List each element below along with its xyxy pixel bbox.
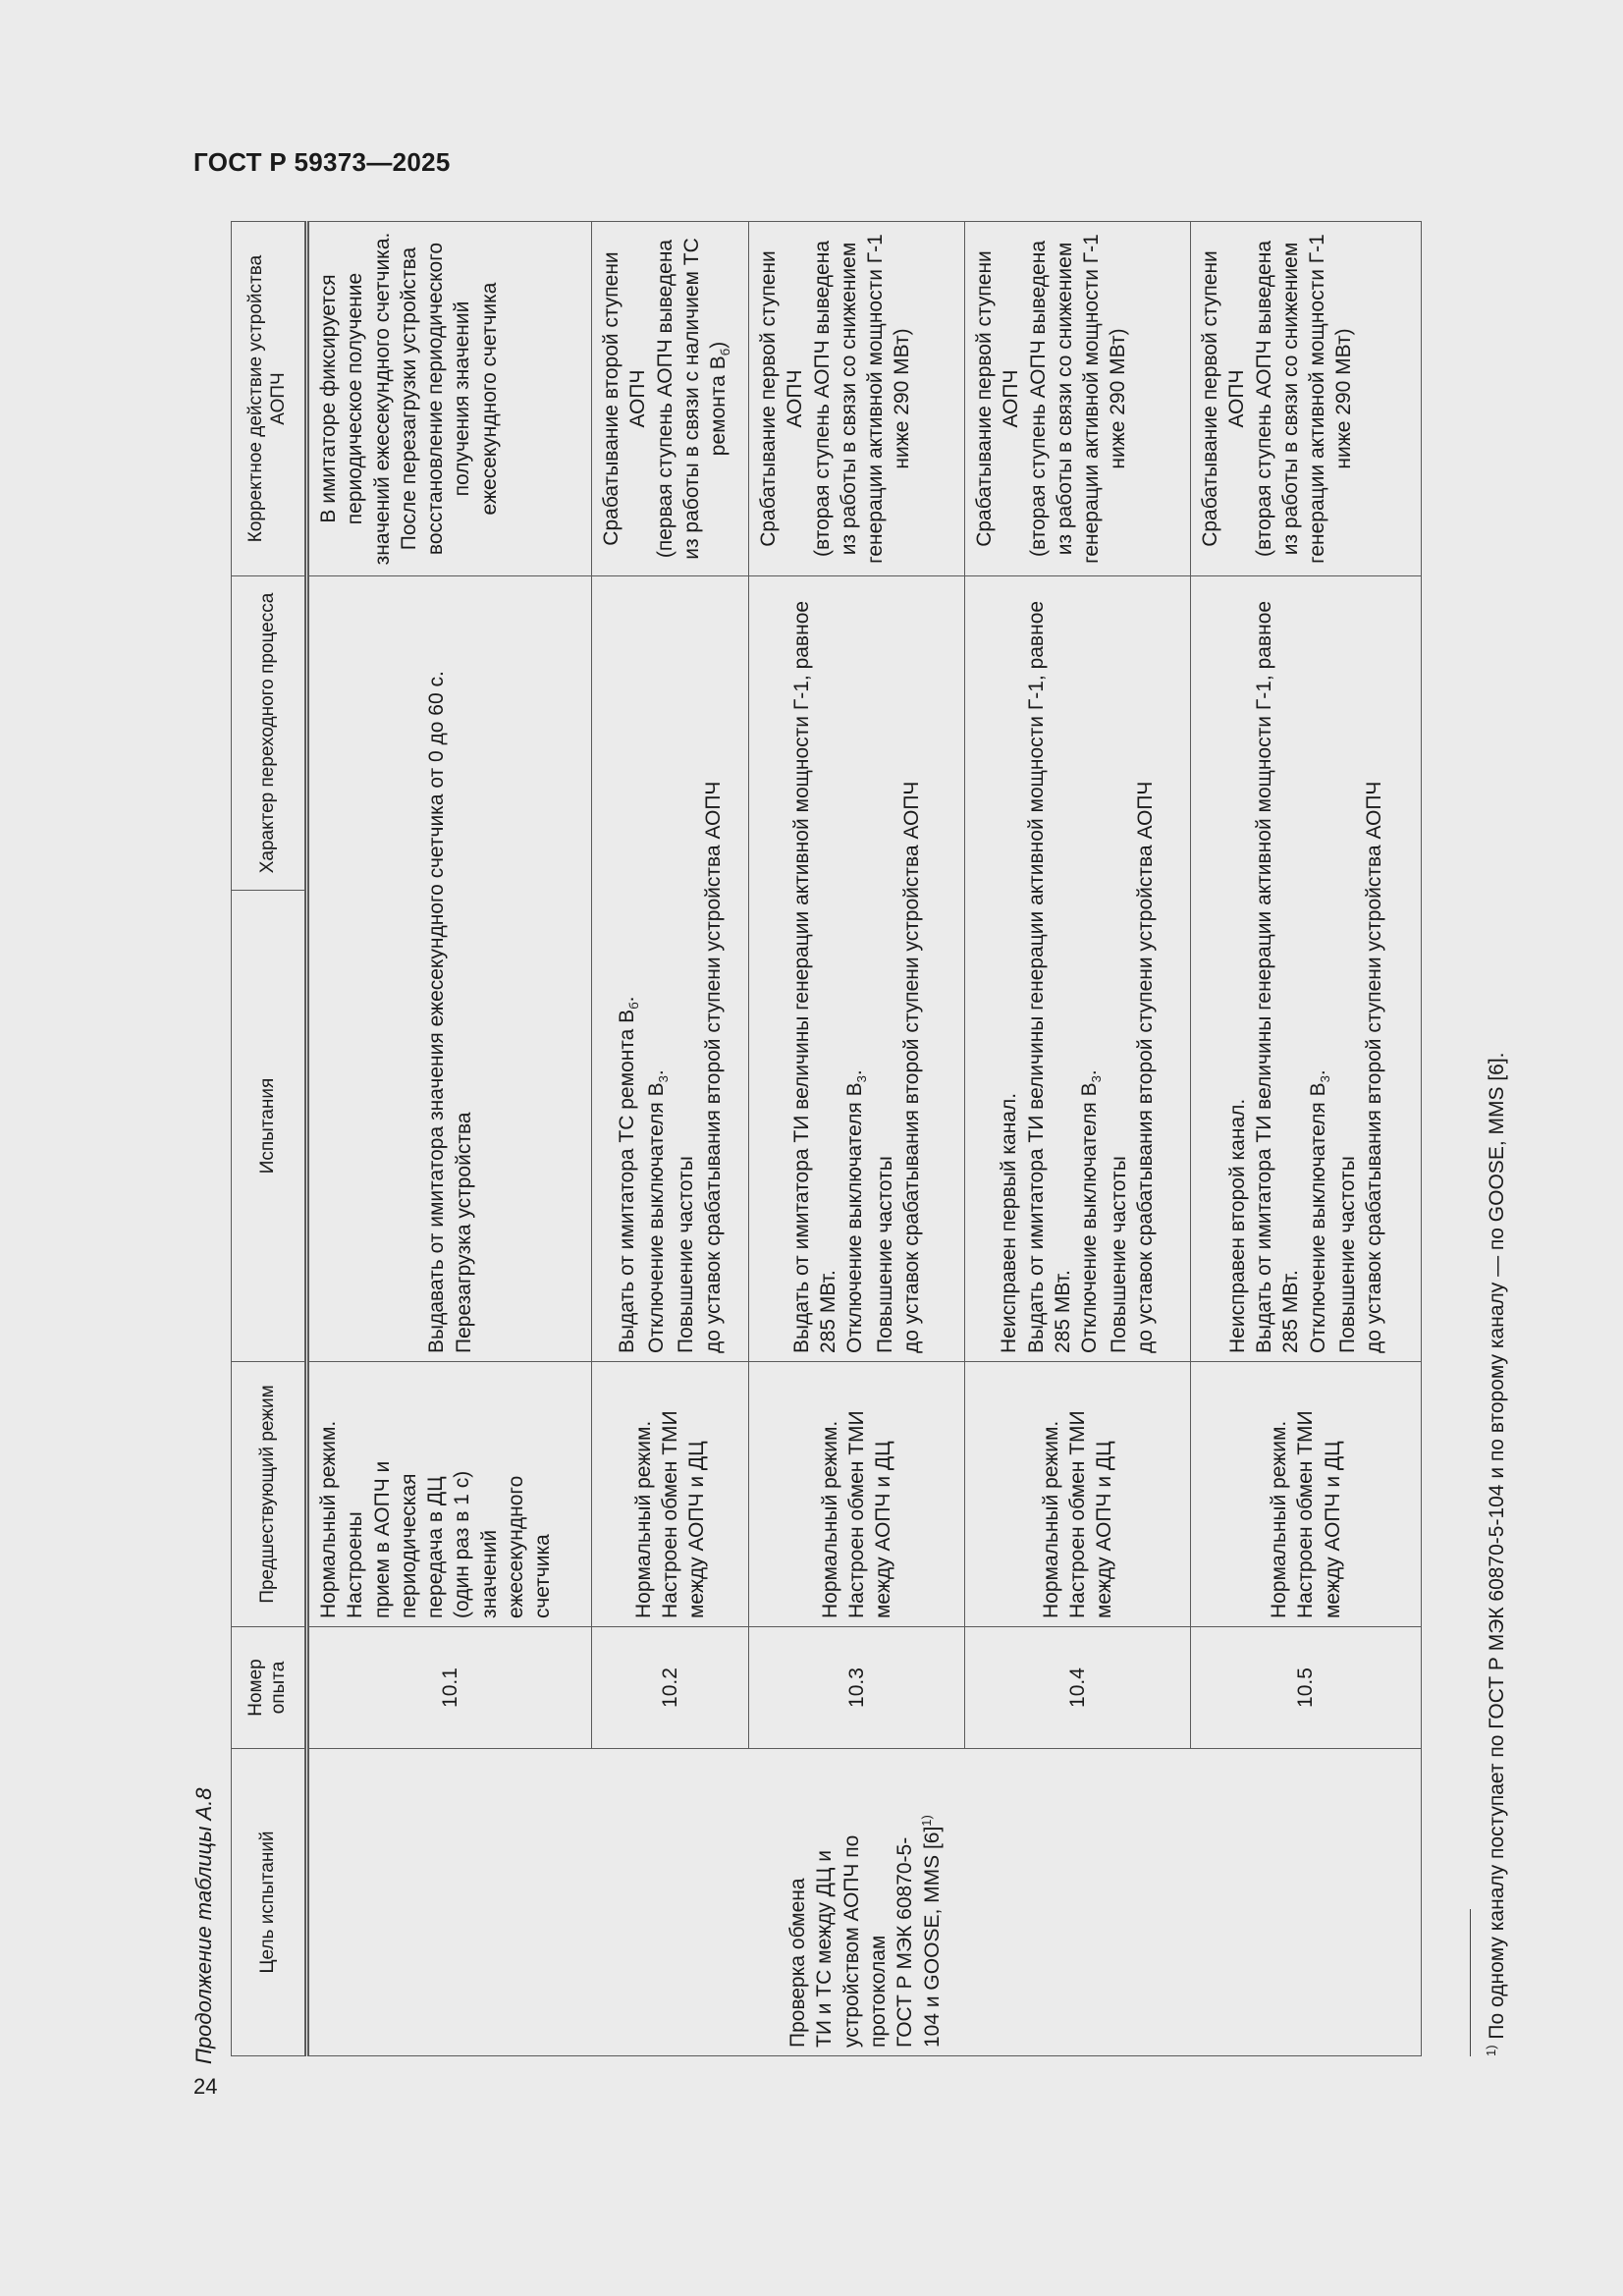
tests-line: Выдать от имитатора ТС ремонта $В_б$. xyxy=(616,996,642,1353)
row-number: 10.1 xyxy=(307,1627,592,1749)
row-number: 10.5 xyxy=(1191,1627,1422,1749)
header-goal: Цель испытаний xyxy=(232,1749,307,2056)
tests-line: Отключение выключателя $В_3$. xyxy=(1306,1069,1332,1353)
tests-text: Отключение выключателя В xyxy=(645,1082,669,1353)
row-number: 10.3 xyxy=(749,1627,965,1749)
mode-line: Нормальный режим. xyxy=(1268,1420,1291,1618)
footnote-mark: 1) xyxy=(1484,2045,1498,2056)
tests-text: Выдать от имитатора ТС ремонта В xyxy=(616,1009,639,1353)
mode-line: значений xyxy=(477,1529,501,1618)
tests-line: до уставок срабатывания второй ступени устройства АОПЧ xyxy=(701,781,725,1353)
tests-line: Выдать от имитатора ТИ величины генерации активной мощности Г-1, равное 285 МВт. xyxy=(789,600,840,1353)
mode-line: Настроены xyxy=(344,1511,367,1618)
action-cell xyxy=(307,222,592,576)
mode-line: Нормальный режим. xyxy=(1039,1420,1062,1618)
mode-line: между АОПЧ и ДЦ xyxy=(1093,1441,1116,1618)
action-line: Срабатывание первой ступени АОПЧ xyxy=(1199,250,1249,547)
tests-line: Неисправен второй канал. xyxy=(1225,1098,1249,1353)
footnote xyxy=(1484,1052,1509,2056)
tests-text: Отключение выключателя В xyxy=(843,1082,867,1353)
action-cell xyxy=(749,222,965,576)
tests-line: Выдать от имитатора ТИ величины генерации активной мощности Г-1, равное 285 МВт. xyxy=(1024,600,1074,1353)
header-action: Корректное действие устройства АОПЧ xyxy=(232,222,307,576)
mode-cell xyxy=(307,1362,592,1627)
header-transient: Характер переходного процесса xyxy=(232,576,307,891)
subscript: 3 xyxy=(1089,1075,1105,1083)
mode-cell xyxy=(592,1362,749,1627)
mode-line: Настроен обмен ТМИ xyxy=(1294,1410,1318,1618)
tests-cell xyxy=(592,576,749,1362)
action-line xyxy=(652,230,735,568)
row-number: 10.4 xyxy=(965,1627,1191,1749)
tests-line: до уставок срабатывания второй ступени устройства АОПЧ xyxy=(1362,781,1385,1353)
tests-text: Отключение выключателя В xyxy=(1306,1082,1329,1353)
tests-cell xyxy=(749,576,965,1362)
action-cell xyxy=(1191,222,1422,576)
action-text: (первая ступень АОПЧ выведена из работы в связи с наличием ТС ремонта В xyxy=(653,238,730,560)
action-cell xyxy=(965,222,1191,576)
header-tests: Испытания xyxy=(232,891,307,1362)
action-cell xyxy=(592,222,749,576)
header-number: Номер опыта xyxy=(232,1627,307,1749)
subscript: б xyxy=(626,1002,642,1010)
goal-line: Проверка обмена xyxy=(786,1878,810,2048)
tests-line: Повышение частоты xyxy=(1108,1156,1131,1353)
subscript: 3 xyxy=(656,1075,672,1083)
mode-line: передача в ДЦ xyxy=(424,1476,448,1618)
row-number: 10.2 xyxy=(592,1627,749,1749)
mode-cell xyxy=(1191,1362,1422,1627)
action-line: Срабатывание первой ступени АОПЧ xyxy=(973,250,1023,547)
table-header-row xyxy=(232,222,307,2056)
tests-line: Повышение частоты xyxy=(873,1156,896,1353)
mode-cell xyxy=(749,1362,965,1627)
mode-line: Нормальный режим. xyxy=(818,1420,841,1618)
tests-cell xyxy=(1191,576,1422,1362)
mode-line: Нормальный режим. xyxy=(317,1420,340,1618)
rotated-page-content xyxy=(191,226,1546,2072)
subscript: б xyxy=(718,348,733,356)
mode-line: счетчика xyxy=(531,1534,555,1618)
goal-line: ТИ и ТС между ДЦ и xyxy=(813,1850,837,2048)
mode-line: между АОПЧ и ДЦ xyxy=(1321,1441,1344,1618)
goal-line-text: 104 и GOOSE, MMS [6] xyxy=(920,1826,944,2048)
action-line: (вторая ступень АОПЧ выведена из работы в связи со снижением генерации активной мощности Г-1 ниже 290 МВт) xyxy=(1026,234,1130,564)
tests-cell xyxy=(307,576,592,1362)
tests-line: до уставок срабатывания второй ступени устройства АОПЧ xyxy=(1134,781,1158,1353)
mode-line: прием в АОПЧ и xyxy=(370,1460,394,1618)
action-line: Срабатывание второй ступени АОПЧ xyxy=(600,251,650,546)
footnote-text: По одному каналу поступает по ГОСТ Р МЭК 60870-5-104 и по второму каналу — по GOOSE, MMS [6]. xyxy=(1486,1052,1508,2040)
subscript: 3 xyxy=(1317,1075,1332,1083)
mode-line: между АОПЧ и ДЦ xyxy=(872,1441,895,1618)
tests-cell xyxy=(965,576,1191,1362)
goal-line: ГОСТ Р МЭК 60870-5- xyxy=(893,1836,917,2048)
tests-line: Повышение частоты xyxy=(675,1156,698,1353)
tests-line: до уставок срабатывания второй ступени устройства АОПЧ xyxy=(899,781,923,1353)
header-mode: Предшествующий режим xyxy=(232,1362,307,1627)
footnote-rule xyxy=(1470,1909,1471,2056)
table-continuation-label: Продолжение таблицы А.8 xyxy=(191,1787,216,2064)
action-line: После перезагрузки устройства восстановление периодического получения значений ежесекундного счетчика xyxy=(397,242,501,556)
tests-text: Отключение выключателя В xyxy=(1078,1082,1102,1353)
goal-line xyxy=(919,1757,946,2048)
action-line: (вторая ступень АОПЧ выведена из работы в связи со снижением генерации активной мощности Г-1 ниже 290 МВт) xyxy=(810,234,914,564)
table-row xyxy=(307,222,592,2056)
document-id: ГОСТ Р 59373—2025 xyxy=(193,147,451,177)
mode-line: (один раз в 1 с) xyxy=(451,1470,474,1618)
tests-line: Перезагрузка устройства xyxy=(452,1112,475,1353)
test-table xyxy=(231,221,1422,2056)
mode-line: периодическая xyxy=(397,1473,420,1618)
tests-line: Неисправен первый канал. xyxy=(998,1092,1021,1353)
tests-line: Отключение выключателя $В_3$. xyxy=(645,1069,672,1353)
tests-line: Отключение выключателя $В_3$. xyxy=(1078,1069,1105,1353)
close-paren: ) xyxy=(707,341,730,349)
mode-cell xyxy=(965,1362,1191,1627)
mode-line: Настроен обмен ТМИ xyxy=(844,1410,868,1618)
mode-line: Нормальный режим. xyxy=(631,1420,655,1618)
footnote-ref: 1) xyxy=(918,1815,934,1827)
tests-line: Выдавать от имитатора значения ежесекундного счетчика от 0 до 60 с. xyxy=(425,671,449,1353)
goal-line: устройством АОПЧ по xyxy=(839,1834,863,2048)
tests-line: Выдать от имитатора ТИ величины генерации активной мощности Г-1, равное 285 МВт. xyxy=(1253,600,1303,1353)
tests-line: Повышение частоты xyxy=(1335,1156,1359,1353)
mode-line: ежесекундного xyxy=(505,1475,528,1618)
page-number: 24 xyxy=(193,2074,218,2099)
goal-line: протоколам xyxy=(867,1935,890,2048)
action-line: В имитаторе фиксируется периодическое получение значений ежесекундного счетчика. xyxy=(317,232,394,566)
action-line: Срабатывание первой ступени АОПЧ xyxy=(757,250,807,547)
mode-line: Настроен обмен ТМИ xyxy=(1065,1410,1089,1618)
tests-line: Отключение выключателя $В_3$. xyxy=(843,1069,870,1353)
goal-cell xyxy=(307,1749,1422,2056)
subscript: 3 xyxy=(854,1075,870,1083)
mode-line: между АОПЧ и ДЦ xyxy=(685,1441,709,1618)
mode-line: Настроен обмен ТМИ xyxy=(658,1410,681,1618)
action-line: (вторая ступень АОПЧ выведена из работы в связи со снижением генерации активной мощности Г-1 ниже 290 МВт) xyxy=(1252,234,1356,564)
